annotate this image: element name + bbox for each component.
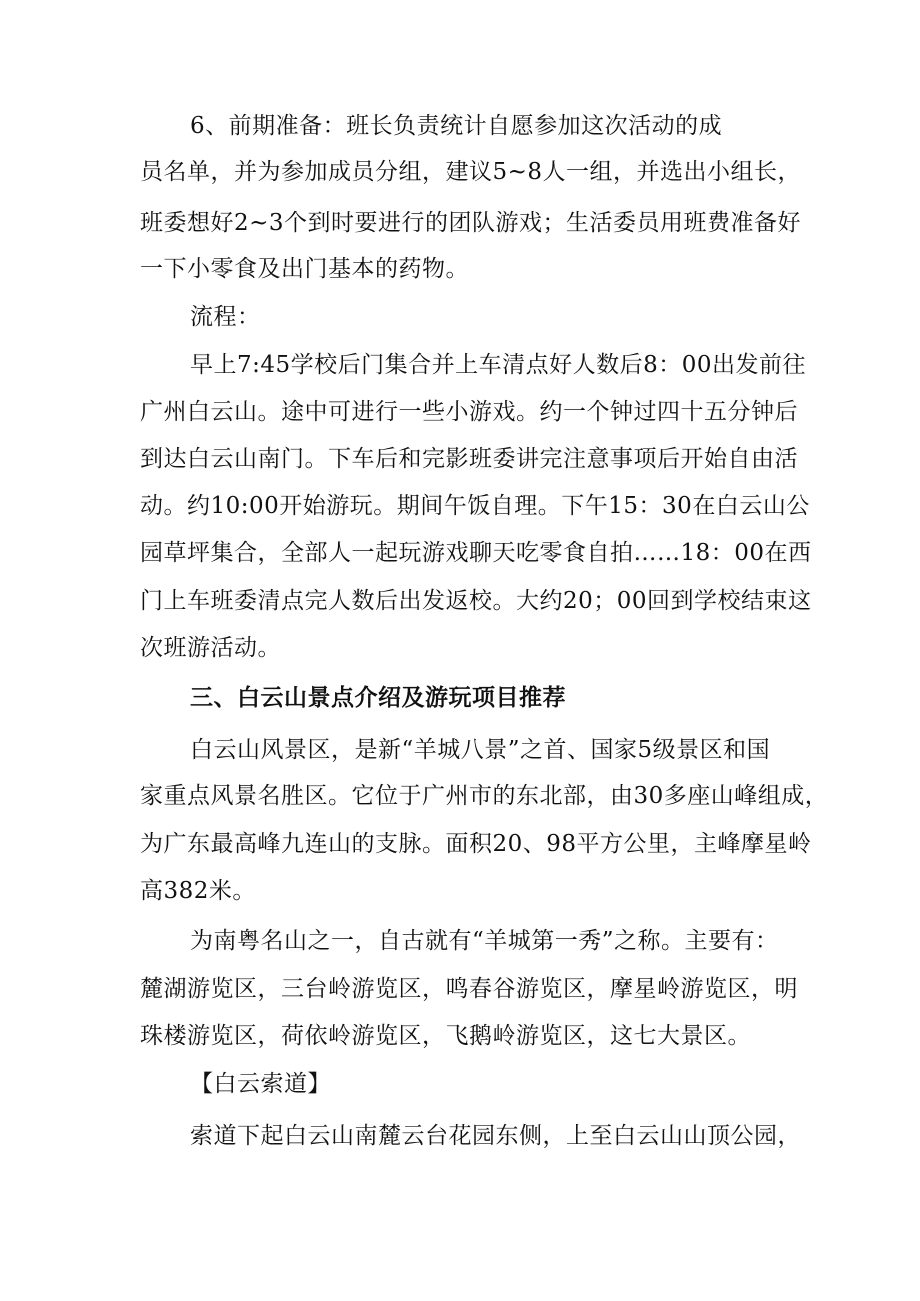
- paragraph-process-line-2: 广州白云山。途中可进行一些小游戏。约一个钟过四十五分钟后: [140, 399, 798, 425]
- paragraph-intro-line-3: 为广东最高峰九连山的支脉。面积20、98平方公里，主峰摩星岭: [140, 831, 812, 857]
- paragraph-process-line-5: 园草坪集合，全部人一起玩游戏聊天吃零食自拍……18：00在西: [140, 540, 812, 566]
- paragraph-prep-line-2: 员名单，并为参加成员分组，建议5~8人一组，并选出小组长，: [140, 159, 802, 185]
- paragraph-areas-line-3: 珠楼游览区，荷依岭游览区，飞鹅岭游览区，这七大景区。: [140, 1023, 751, 1049]
- paragraph-process-line-7: 次班游活动。: [140, 635, 281, 661]
- subheading-cableway: 【白云索道】: [190, 1071, 331, 1097]
- paragraph-cableway-line-1: 索道下起白云山南麓云台花园东侧，上至白云山山顶公园，: [190, 1123, 801, 1149]
- paragraph-areas-line-1: 为南粤名山之一，自古就有“羊城第一秀”之称。主要有：: [190, 928, 779, 954]
- paragraph-process-line-3: 到达白云山南门。下车后和完影班委讲完注意事项后开始自由活: [140, 446, 798, 472]
- process-label: 流程：: [190, 304, 261, 330]
- paragraph-areas-line-2: 麓湖游览区，三台岭游览区，鸣春谷游览区，摩星岭游览区，明: [140, 976, 798, 1002]
- paragraph-process-line-4: 动。约10:00开始游玩。期间午饭自理。下午15：30在白云山公: [140, 493, 810, 519]
- paragraph-process-line-6: 门上车班委清点完人数后出发返校。大约20；00回到学校结束这: [140, 588, 812, 614]
- paragraph-prep-line-4: 一下小零食及出门基本的药物。: [140, 256, 469, 282]
- paragraph-prep-line-1: 6、前期准备：班长负责统计自愿参加这次活动的成: [190, 113, 723, 139]
- paragraph-process-line-1: 早上7:45学校后门集合并上车清点好人数后8：00出发前往: [190, 352, 807, 378]
- paragraph-intro-line-1: 白云山风景区，是新“羊城八景”之首、国家5级景区和国: [190, 737, 771, 763]
- paragraph-intro-line-4: 高382米。: [140, 878, 256, 904]
- paragraph-intro-line-2: 家重点风景名胜区。它位于广州市的东北部，由30多座山峰组成，: [140, 783, 829, 809]
- section-heading-3: 三、白云山景点介绍及游玩项目推荐: [190, 684, 566, 711]
- paragraph-prep-line-3: 班委想好2~3个到时要进行的团队游戏；生活委员用班费准备好: [140, 210, 802, 236]
